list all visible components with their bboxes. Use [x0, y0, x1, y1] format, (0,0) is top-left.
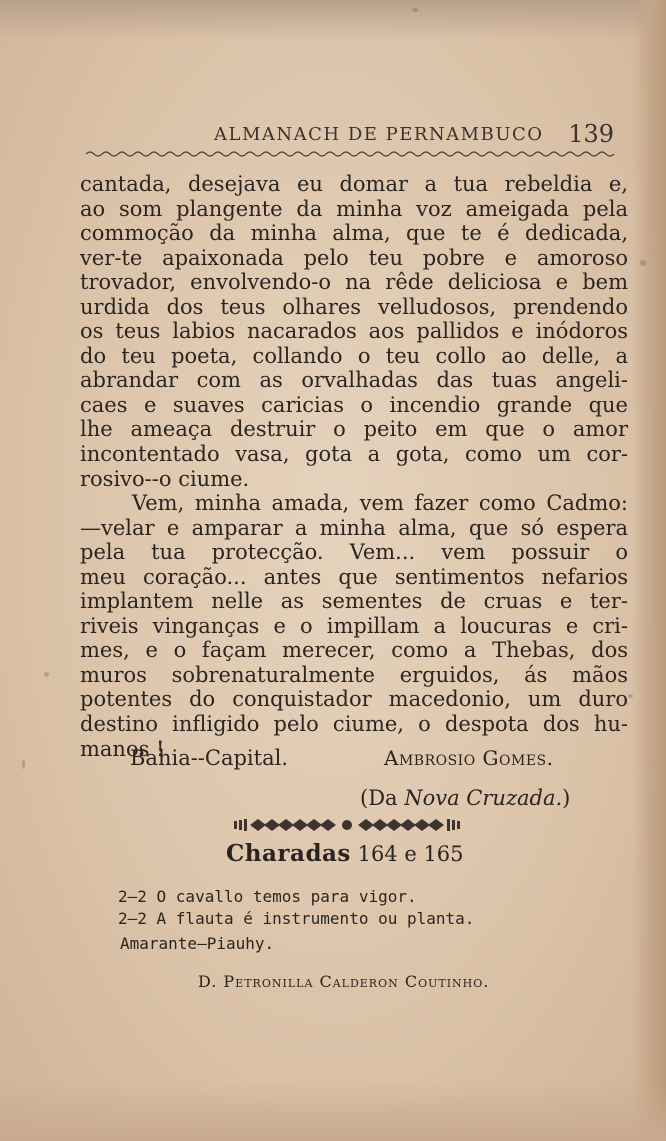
- section-title-bold: Charadas: [226, 840, 351, 867]
- running-title: ALMANACH DE PERNAMBUCO: [214, 124, 544, 145]
- running-header: [86, 120, 626, 150]
- charada-item: 2—2 O cavallo temos para vigor.: [118, 887, 417, 906]
- charada-author: D. Petronilla Calderon Coutinho.: [198, 972, 490, 991]
- paper-speck: [628, 694, 633, 698]
- charada-item: 2—2 A flauta é instrumento ou planta.: [118, 909, 475, 928]
- text-line: rosivo--o ciume.: [80, 466, 250, 491]
- text-line: urdida dos teus olhares velludosos, prendendo: [80, 294, 628, 319]
- text-line: riveis vinganças e o impillam a loucuras e cri-: [80, 613, 628, 638]
- decorative-ornament: [234, 816, 460, 834]
- text-line: incontentado vasa, gota a gota, como um cor-: [80, 442, 628, 467]
- text-line: ao som plangente da minha voz ameigada pela: [80, 196, 628, 221]
- paper-speck: [22, 760, 25, 769]
- text-line: potentes do conquistador macedonio, um duro: [80, 687, 628, 712]
- page-edge-shadow: [632, 0, 666, 1141]
- section-title-numbers: 164 e 165: [357, 842, 464, 866]
- text-line: muros sobrenaturalmente erguidos, ás mãos: [80, 662, 628, 687]
- signature: [130, 746, 600, 774]
- source-close: ): [562, 786, 571, 810]
- text-line: caes e suaves caricias o incendio grande que: [80, 392, 628, 417]
- text-line: ver-te apaixonada pelo teu pobre e amoroso: [80, 245, 628, 270]
- text-line: manos !: [80, 736, 165, 761]
- page-number: 139: [568, 120, 614, 148]
- text-line: do teu poeta, collando o teu collo ao delle, a: [80, 343, 628, 368]
- paper-speck: [44, 672, 49, 677]
- signature-place: Bahia--Capital.: [130, 746, 289, 770]
- text-line: mes, e o façam merecer, como a Thebas, dos: [80, 638, 628, 663]
- bottom-edge-shadow: [0, 1081, 666, 1141]
- top-stain: [0, 0, 666, 40]
- text-line: lhe ameaça destruir o peito em que o amor: [80, 417, 628, 442]
- charada-place: Amarante—Piauhy.: [120, 934, 275, 953]
- text-line: trovador, envolvendo-o na rêde deliciosa e bem: [80, 270, 628, 295]
- paper-speck: [640, 260, 646, 266]
- text-line: implantem nelle as sementes de cruas e ter-: [80, 589, 628, 614]
- wavy-header-rule: [86, 150, 616, 158]
- paper-speck: [412, 8, 418, 12]
- text-line: commoção da minha alma, que te é dedicada,: [80, 221, 628, 246]
- section-title: [226, 840, 464, 867]
- text-line: Vem, minha amada, vem fazer como Cadmo:: [132, 491, 628, 516]
- text-line: —velar e amparar a minha alma, que só espera: [80, 515, 628, 540]
- source-open: (Da: [360, 786, 405, 810]
- text-line: pela tua protecção. Vem... vem possuir o: [80, 540, 628, 565]
- text-line: destino infligido pelo ciume, o despota dos hu-: [80, 712, 628, 737]
- source-citation: [360, 786, 570, 810]
- charada-list: [118, 886, 538, 930]
- source-title: Nova Cruzada.: [404, 786, 563, 810]
- text-line: meu coração... antes que sentimentos nefarios: [80, 564, 628, 589]
- signature-author: Ambrosio Gomes.: [384, 746, 554, 770]
- text-line: os teus labios nacarados aos pallidos e inódoros: [80, 319, 628, 344]
- article-body: [80, 172, 628, 761]
- text-line: cantada, desejava eu domar a tua rebeldia e,: [80, 172, 628, 196]
- text-line: abrandar com as orvalhadas das tuas angeli-: [80, 368, 628, 393]
